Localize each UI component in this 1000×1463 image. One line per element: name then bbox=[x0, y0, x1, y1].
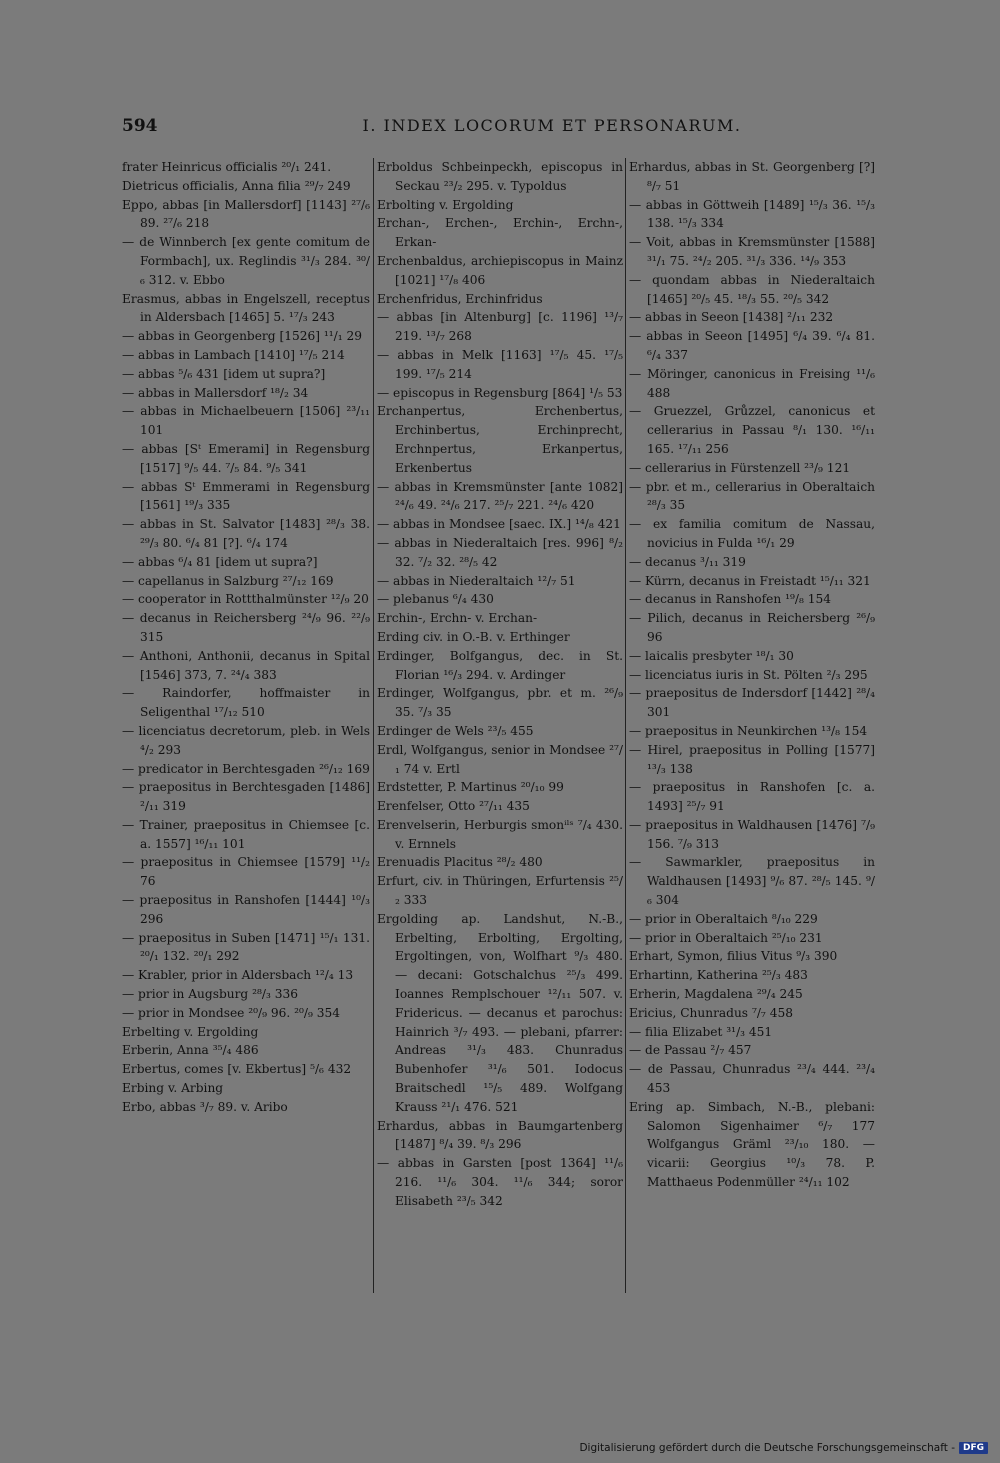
index-entry: — praepositus in Suben [1471] ¹⁵/₁ 131. ²⁰/₁ 132. ²⁰/₁ 292 bbox=[122, 930, 370, 964]
index-entry: — licenciatus iuris in St. Pölten ²/₃ 295 bbox=[629, 667, 868, 682]
index-entry: Erchanpertus, Erchenbertus, Erchinbertus, Erchinprecht, Erchnpertus, Erkanpertus, Erkenbertus bbox=[377, 404, 623, 475]
index-entry: Erding civ. in O.-B. v. Erthinger bbox=[377, 629, 570, 644]
index-entry: Erbing v. Arbing bbox=[122, 1081, 224, 1096]
index-entry: Erenfelser, Otto ²⁷/₁₁ 435 bbox=[377, 799, 530, 814]
index-entry: — episcopus in Regensburg [864] ¹/₅ 53 bbox=[377, 385, 623, 400]
index-entry: — abbas in Seeon [1438] ²/₁₁ 232 bbox=[629, 310, 834, 325]
index-entry: — cellerarius in Fürstenzell ²³/₉ 121 bbox=[629, 460, 851, 475]
index-entry: — laicalis presbyter ¹⁸/₁ 30 bbox=[629, 648, 794, 663]
index-entry: Erhardus, abbas in Baumgartenberg [1487] ⁸/₄ 39. ⁸/₃ 296 bbox=[377, 1118, 623, 1152]
index-entry: — abbas in Niederaltaich ¹²/₇ 51 bbox=[377, 573, 576, 588]
index-entry: — abbas [in Altenburg] [c. 1196] ¹³/₇ 219. ¹³/₇ 268 bbox=[377, 310, 623, 344]
index-entry: — abbas ⁵/₆ 431 [idem ut supra?] bbox=[122, 366, 326, 381]
index-entry: — Sawmarkler, praepositus in Waldhausen [1493] ⁹/₆ 87. ²⁸/₅ 145. ⁹/₆ 304 bbox=[629, 855, 875, 908]
index-entry: — decanus ³/₁₁ 319 bbox=[629, 554, 746, 569]
index-entry: Erasmus, abbas in Engelszell, receptus in Aldersbach [1465] 5. ¹⁷/₃ 243 bbox=[122, 291, 370, 325]
index-entry: Erherin, Magdalena ²⁹/₄ 245 bbox=[629, 987, 803, 1002]
page-number: 594 bbox=[122, 116, 158, 136]
index-entry: — abbas in Kremsmünster [ante 1082] ²⁴/₆ 49. ²⁴/₆ 217. ²⁵/₇ 221. ²⁴/₆ 420 bbox=[377, 479, 623, 513]
running-title: I. INDEX LOCORUM ET PERSONARUM. bbox=[362, 116, 742, 135]
index-entry: — cooperator in Rottthalmünster ¹²/₉ 20 bbox=[122, 592, 369, 607]
index-entry: Erfurt, civ. in Thüringen, Erfurtensis ²⁵/₂ 333 bbox=[377, 874, 623, 908]
index-entry: Ergolding ap. Landshut, N.-B., Erbelting, Erbolting, Ergolting, Ergoltingen, von, Wolfhart ⁹/₃ 480. — decani: Gotschalchus ²⁵/₃ 499. Ioannes Remplschouer ¹²/₁₁ 507. v. Fridericus. — decanus et parochus: Hainrich ³/₇ 493. — plebani, pfarrer: Andreas ³¹/₃ 483. Chunradus Bubenhofer ³¹/₆ 501. Iodocus Braitschedl ¹⁵/₅ 489. Wolfgang Krauss ²¹/₁ 476. 521 bbox=[377, 911, 623, 1114]
column-divider bbox=[373, 158, 374, 1293]
index-entry: frater Heinricus officialis ²⁰/₁ 241. bbox=[122, 160, 332, 174]
index-entry: — decanus in Reichersberg ²⁴/₉ 96. ²²/₉ 315 bbox=[122, 611, 370, 644]
index-entry: — Krabler, prior in Aldersbach ¹²/₄ 13 bbox=[122, 968, 354, 983]
index-entry: — licenciatus decretorum, pleb. in Wels ⁴/₂ 293 bbox=[122, 723, 370, 757]
index-entry: — abbas in Mallersdorf ¹⁸/₂ 34 bbox=[122, 385, 309, 400]
index-entry: — praepositus in Waldhausen [1476] ⁷/₉ 156. ⁷/₉ 313 bbox=[629, 817, 875, 851]
index-entry: — pbr. et m., cellerarius in Oberaltaich ²⁸/₃ 35 bbox=[629, 479, 875, 513]
index-entry: — prior in Oberaltaich ⁸/₁₀ 229 bbox=[629, 911, 818, 926]
index-entry: — abbas Sᵗ Emmerami in Regensburg [1561] ¹⁹/₃ 335 bbox=[122, 479, 370, 513]
index-entry: — Voit, abbas in Kremsmünster [1588] ³¹/₁ 75. ²⁴/₂ 205. ³¹/₃ 336. ¹⁴/₉ 353 bbox=[629, 235, 875, 268]
index-entry: Erdinger, Bolfgangus, dec. in St. Florian ¹⁶/₃ 294. v. Ardinger bbox=[377, 648, 623, 682]
index-entry: — abbas [Sᵗ Emerami] in Regensburg [1517] ⁹/₅ 44. ⁷/₅ 84. ⁹/₅ 341 bbox=[122, 441, 370, 475]
index-entry: — praepositus in Berchtesgaden [1486] ²/₁₁ 319 bbox=[122, 780, 370, 814]
index-entry: — praepositus in Chiemsee [1579] ¹¹/₂ 76 bbox=[122, 855, 370, 889]
index-entry: — praepositus in Neunkirchen ¹³/₈ 154 bbox=[629, 723, 868, 738]
index-entry: — praepositus in Ranshofen [1444] ¹⁰/₃ 296 bbox=[122, 893, 370, 926]
index-entry: — Raindorfer, hoffmaister in Seligenthal ¹⁷/₁₂ 510 bbox=[122, 686, 370, 720]
index-entry: — Pilich, decanus in Reichersberg ²⁶/₉ 96 bbox=[629, 611, 875, 644]
index-entry: Erdl, Wolfgangus, senior in Mondsee ²⁷/₁ 74 v. Ertl bbox=[377, 742, 623, 776]
index-entry: Erboldus Schbeinpeckh, episcopus in Seckau ²³/₂ 295. v. Typoldus bbox=[377, 160, 623, 193]
index-entry: — abbas in Mondsee [saec. IX.] ¹⁴/₈ 421 bbox=[377, 517, 621, 532]
index-entry: — abbas in Georgenberg [1526] ¹¹/₁ 29 bbox=[122, 329, 362, 344]
index-entry: — Anthoni, Anthonii, decanus in Spital [1546] 373, 7. ²⁴/₄ 383 bbox=[122, 648, 370, 682]
index-entry: — ex familia comitum de Nassau, novicius in Fulda ¹⁶/₁ 29 bbox=[629, 517, 875, 550]
index-entry: — abbas in St. Salvator [1483] ²⁸/₃ 38. ²⁹/₃ 80. ⁶/₄ 81 [?]. ⁶/₄ 174 bbox=[122, 517, 370, 550]
index-entry: — plebanus ⁶/₄ 430 bbox=[377, 592, 494, 607]
index-entry: — abbas in Göttweih [1489] ¹⁵/₃ 36. ¹⁵/₃ 138. ¹⁵/₃ 334 bbox=[629, 197, 875, 231]
index-entry: — Möringer, canonicus in Freising ¹¹/₆ 488 bbox=[629, 366, 875, 400]
footer-credit: Digitalisierung gefördert durch die Deutsche Forschungsgemeinschaft - bbox=[579, 1442, 955, 1454]
page-header bbox=[122, 116, 882, 140]
digitization-footer bbox=[579, 1439, 988, 1457]
index-entry: Erhartinn, Katherina ²⁵/₃ 483 bbox=[629, 968, 808, 983]
index-entry: — capellanus in Salzburg ²⁷/₁₂ 169 bbox=[122, 573, 334, 588]
index-entry: — abbas in Seeon [1495] ⁶/₄ 39. ⁶/₄ 81. ⁶/₄ 337 bbox=[629, 329, 875, 362]
index-entry: — Kürrn, decanus in Freistadt ¹⁵/₁₁ 321 bbox=[629, 573, 871, 588]
index-column-1 bbox=[122, 158, 370, 1117]
index-entry: — prior in Oberaltaich ²⁵/₁₀ 231 bbox=[629, 930, 823, 945]
index-entry: — Gruezzel, Grůzzel, canonicus et cellerarius in Passau ⁸/₁ 130. ¹⁶/₁₁ 165. ¹⁷/₁₁ 256 bbox=[629, 404, 875, 456]
index-entry: Erhardus, abbas in St. Georgenberg [?] ⁸/₇ 51 bbox=[629, 160, 875, 193]
column-divider bbox=[625, 158, 626, 1293]
index-entry: Erchenfridus, Erchinfridus bbox=[377, 291, 543, 306]
index-entry: — praepositus de Indersdorf [1442] ²⁸/₄ 301 bbox=[629, 686, 875, 720]
index-entry: Erbolting v. Ergolding bbox=[377, 197, 514, 212]
index-entry: Eppo, abbas [in Mallersdorf] [1143] ²⁷/₆ 89. ²⁷/₆ 218 bbox=[122, 197, 370, 231]
index-entry: Erbo, abbas ³/₇ 89. v. Aribo bbox=[122, 1099, 288, 1114]
index-entry: — de Winnberch [ex gente comitum de Formbach], ux. Reglindis ³¹/₃ 284. ³⁰/₆ 312. v. Ebbo bbox=[122, 235, 370, 287]
index-entry: Erenvelserin, Herburgis smonⁱˡˢ ⁷/₄ 430. v. Ernnels bbox=[377, 817, 623, 851]
index-entry: Erchan-, Erchen-, Erchin-, Erchn-, Erkan- bbox=[377, 216, 623, 250]
index-entry: — abbas in Michaelbeuern [1506] ²³/₁₁ 101 bbox=[122, 404, 370, 438]
index-entry: Erbelting v. Ergolding bbox=[122, 1024, 259, 1039]
index-entry: — Trainer, praepositus in Chiemsee [c. a. 1557] ¹⁶/₁₁ 101 bbox=[122, 817, 370, 851]
index-entry: — Hirel, praepositus in Polling [1577] ¹³/₃ 138 bbox=[629, 742, 875, 776]
index-entry: Erchenbaldus, archiepiscopus in Mainz [1021] ¹⁷/₈ 406 bbox=[377, 253, 623, 287]
index-entry: Erchin-, Erchn- v. Erchan- bbox=[377, 611, 538, 626]
index-entry: Erbertus, comes [v. Ekbertus] ⁵/₆ 432 bbox=[122, 1062, 352, 1077]
index-entry: — abbas in Garsten [post 1364] ¹¹/₆ 216. ¹¹/₆ 304. ¹¹/₆ 344; soror Elisabeth ²³/₅ 342 bbox=[377, 1156, 623, 1208]
index-entry: — prior in Mondsee ²⁰/₉ 96. ²⁰/₉ 354 bbox=[122, 1005, 341, 1020]
index-entry: — quondam abbas in Niederaltaich [1465] ²⁰/₅ 45. ¹⁸/₃ 55. ²⁰/₅ 342 bbox=[629, 272, 875, 306]
index-entry: — filia Elizabet ³¹/₃ 451 bbox=[629, 1024, 773, 1039]
index-entry: Ering ap. Simbach, N.-B., plebani: Salomon Sigenhaimer ⁶/₇ 177 Wolfgangus Gräml ²³/₁₀ 180. — vicarii: Georgius ¹⁰/₃ 78. P. Matthaeus Podenmüller ²⁴/₁₁ 102 bbox=[629, 1099, 875, 1190]
index-entry: — abbas ⁶/₄ 81 [idem ut supra?] bbox=[122, 554, 318, 569]
index-entry: Erdstetter, P. Martinus ²⁰/₁₀ 99 bbox=[377, 780, 564, 795]
index-entry: — de Passau, Chunradus ²³/₄ 444. ²³/₄ 453 bbox=[629, 1062, 875, 1096]
index-entry: — de Passau ²/₇ 457 bbox=[629, 1043, 752, 1058]
index-entry: Erdinger, Wolfgangus, pbr. et m. ²⁶/₉ 35. ⁷/₃ 35 bbox=[377, 686, 623, 720]
index-column-3 bbox=[629, 158, 875, 1192]
index-entry: — decanus in Ranshofen ¹⁹/₈ 154 bbox=[629, 592, 831, 607]
index-entry: Erhart, Symon, filius Vitus ⁹/₃ 390 bbox=[629, 949, 838, 964]
index-entry: Ericius, Chunradus ⁷/₇ 458 bbox=[629, 1005, 793, 1020]
index-entry: Erberin, Anna ³⁵/₄ 486 bbox=[122, 1043, 259, 1058]
index-entry: Dietricus officialis, Anna filia ²⁹/₇ 249 bbox=[122, 178, 351, 193]
index-entry: — abbas in Niederaltaich [res. 996] ⁸/₂ 32. ⁷/₂ 32. ²⁸/₅ 42 bbox=[377, 535, 623, 569]
index-entry: — predicator in Berchtesgaden ²⁶/₁₂ 169 bbox=[122, 761, 370, 776]
index-entry: — abbas in Lambach [1410] ¹⁷/₅ 214 bbox=[122, 347, 345, 362]
index-entry: — abbas in Melk [1163] ¹⁷/₅ 45. ¹⁷/₅ 199. ¹⁷/₅ 214 bbox=[377, 347, 623, 381]
index-column-2 bbox=[377, 158, 623, 1211]
index-entry: — praepositus in Ranshofen [c. a. 1493] ²⁵/₇ 91 bbox=[629, 780, 875, 814]
index-entry: — prior in Augsburg ²⁸/₃ 336 bbox=[122, 987, 299, 1002]
dfg-logo: DFG bbox=[959, 1442, 988, 1454]
index-entry: Erenuadis Placitus ²⁸/₂ 480 bbox=[377, 855, 543, 870]
index-entry: Erdinger de Wels ²³/₅ 455 bbox=[377, 723, 534, 738]
